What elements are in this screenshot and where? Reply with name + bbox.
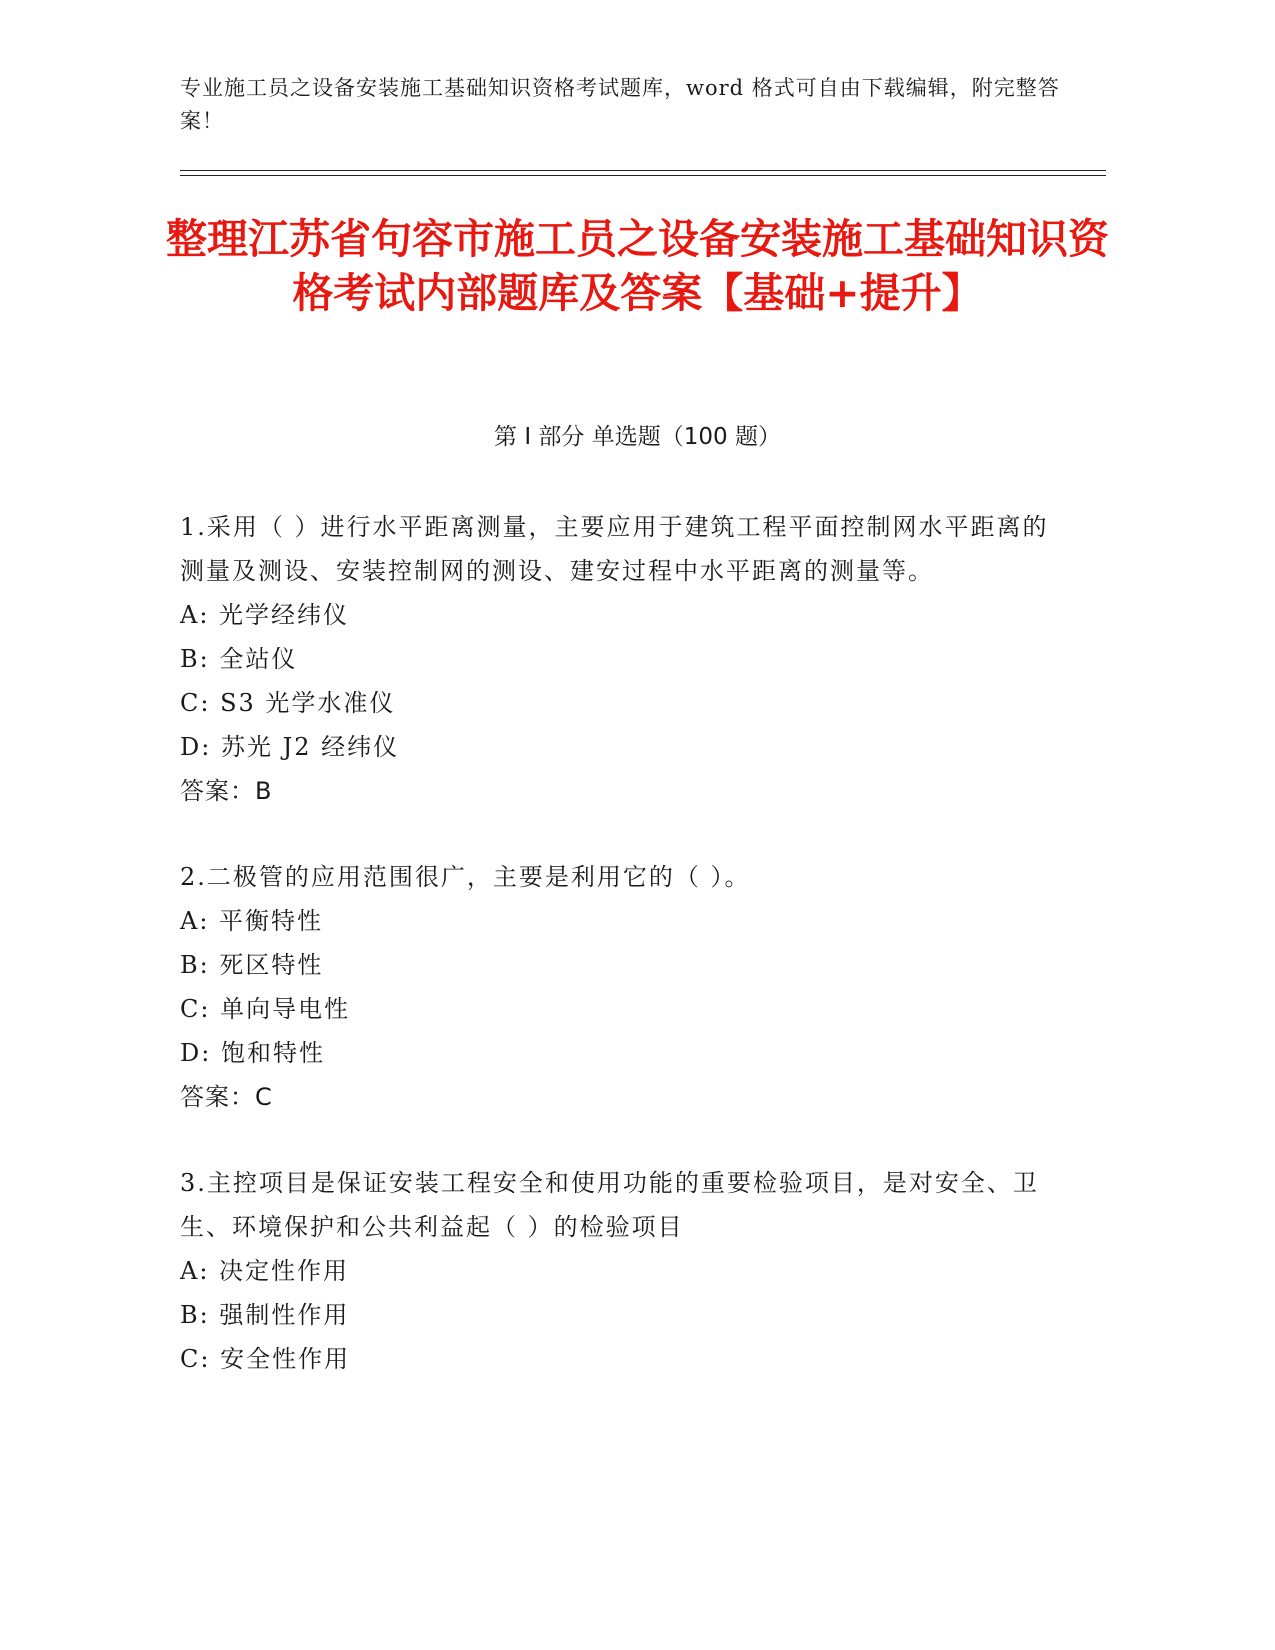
option-c: C: S3 光学水准仪 bbox=[180, 689, 396, 717]
question-item bbox=[180, 1161, 1060, 1381]
option-d: D: 饱和特性 bbox=[180, 1039, 325, 1067]
option-c: C: 单向导电性 bbox=[180, 995, 351, 1023]
section-heading: 第 I 部分 单选题（100 题） bbox=[494, 424, 781, 450]
question-item bbox=[180, 505, 1060, 813]
option-b: B: 强制性作用 bbox=[180, 1301, 350, 1329]
option-d: D: 苏光 J2 经纬仪 bbox=[180, 733, 400, 761]
option-b: B: 死区特性 bbox=[180, 951, 324, 979]
question-item bbox=[180, 855, 1060, 1119]
option-a: A: 光学经纬仪 bbox=[180, 601, 350, 629]
option-a: A: 决定性作用 bbox=[180, 1257, 350, 1285]
question-list bbox=[180, 505, 1060, 1423]
option-b: B: 全站仪 bbox=[180, 645, 298, 673]
option-a: A: 平衡特性 bbox=[180, 907, 324, 935]
question-stem: 1.采用（ ）进行水平距离测量，主要应用于建筑工程平面控制网水平距离的测量及测设、安装控制网的测设、建安过程中水平距离的测量等。 bbox=[180, 513, 1049, 585]
question-stem: 3.主控项目是保证安装工程安全和使用功能的重要检验项目，是对安全、卫生、环境保护和公共利益起（ ）的检验项目 bbox=[180, 1169, 1039, 1241]
option-c: C: 安全性作用 bbox=[180, 1345, 351, 1373]
document-title: 整理江苏省句容市施工员之设备安装施工基础知识资格考试内部题库及答案【基础+提升】 bbox=[166, 215, 1109, 317]
intro-text: 专业施工员之设备安装施工基础知识资格考试题库，word 格式可自由下载编辑，附完整答案！ bbox=[180, 76, 1060, 133]
answer-line: 答案：C bbox=[180, 1083, 273, 1111]
header-rule-bottom bbox=[180, 175, 1106, 176]
question-stem: 2.二极管的应用范围很广，主要是利用它的（ ）。 bbox=[180, 863, 751, 891]
header-rule-top bbox=[180, 170, 1106, 171]
answer-line: 答案：B bbox=[180, 777, 273, 805]
